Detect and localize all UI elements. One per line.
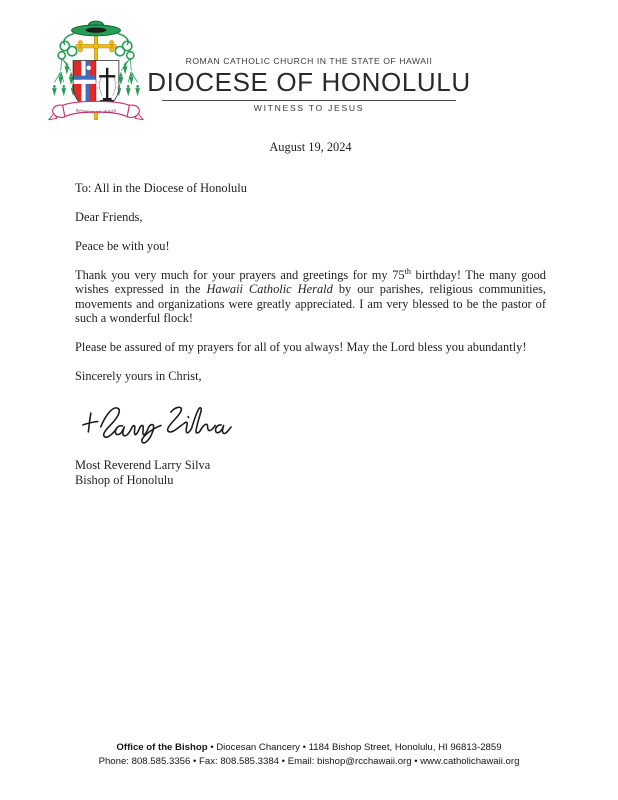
date-line: August 19, 2024: [269, 140, 352, 154]
letterhead: [0, 56, 618, 113]
crest-motto-text: WITNESS TO JESUS: [75, 108, 117, 115]
signature: [77, 398, 546, 444]
salutation: Dear Friends,: [75, 209, 143, 224]
diocese-title: DIOCESE OF HONOLULU: [147, 67, 471, 97]
closing-line: Sincerely yours in Christ,: [75, 369, 202, 384]
footer-line-1: Office of the Bishop • Diocesan Chancery • 1184 Bishop Street, Honolulu, HI 96813-2859: [116, 742, 502, 753]
title-divider: [162, 100, 456, 101]
footer: [0, 741, 618, 769]
paragraph-1: Thank you very much for your prayers and greetings for my 75th birthday! The many good wishes expressed in the Hawaii Catholic Herald by our parishes, religious communities, movements and organizations were greatly appreciated. I am very blessed to be the pastor of such a wonderful flock!: [75, 267, 546, 326]
galero-hat: [72, 21, 121, 36]
publication-name: Hawaii Catholic Herald: [206, 282, 333, 297]
signer-title: Bishop of Honolulu: [75, 472, 174, 487]
paragraph-2: Please be assured of my prayers for all of you always! May the Lord bless you abundantly!: [75, 340, 527, 355]
signer-name: Most Reverend Larry Silva: [75, 458, 211, 473]
ordinal-superscript: th: [404, 267, 411, 277]
tagline: WITNESS TO JESUS: [253, 103, 365, 113]
letter-body: [75, 140, 546, 487]
footer-office-label: Office of the Bishop: [116, 742, 208, 753]
recipient-line: To: All in the Diocese of Honolulu: [75, 180, 247, 195]
signer-block: [75, 458, 546, 487]
footer-line-2: Phone: 808.585.3356 • Fax: 808.585.3384 • Email: bishop@rcchawaii.org • www.catholichawaii.org: [98, 756, 520, 768]
organization-line: ROMAN CATHOLIC CHURCH IN THE STATE OF HAWAII: [185, 56, 433, 66]
opening-line: Peace be with you!: [75, 238, 170, 253]
signature-handwriting: [77, 398, 235, 444]
